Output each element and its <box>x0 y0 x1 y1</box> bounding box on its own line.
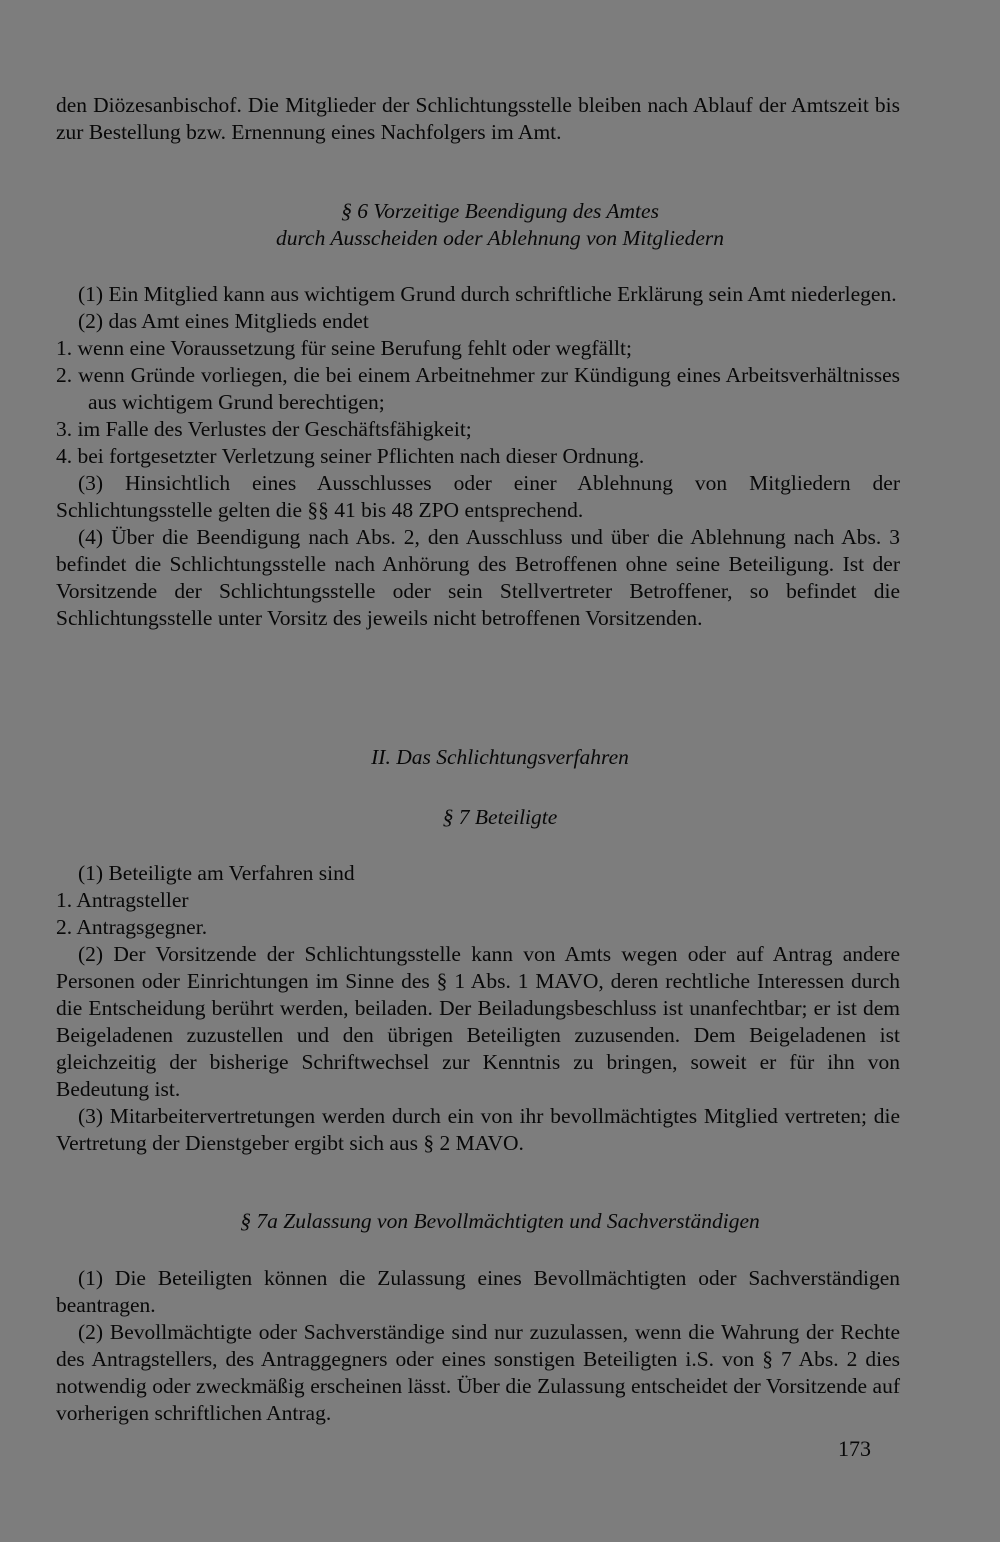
section-7a-heading: § 7a Zulassung von Bevollmächtigten und Sachverständigen <box>240 1209 760 1233</box>
section-6-list-item: 2. wenn Gründe vorliegen, die bei einem Arbeitnehmer zur Kündigung eines Arbeitsverhältnisses aus wichtigem Grund berechtigen; <box>56 363 900 414</box>
section-6-body <box>56 281 900 632</box>
section-6-paragraph-4: (4) Über die Beendigung nach Abs. 2, den Ausschluss und über die Ablehnung nach Abs. 3 befindet die Schlichtungsstelle nach Anhörung des Betroffenen ohne seine Beteiligung. Ist der Vorsitzende der Schlichtungsstelle oder sein Stellvertreter Betroffener, so befindet die Schlichtungsstelle unter Vorsitz des jeweils nicht betroffenen Vorsitzenden. <box>56 525 900 630</box>
section-7-list-item: 1. Antragsteller <box>56 888 189 912</box>
section-7-paragraph-3: (3) Mitarbeitervertretungen werden durch ein von ihr bevollmächtigtes Mitglied vertreten; die Vertretung der Dienstgeber ergibt sich aus § 2 MAVO. <box>56 1104 900 1155</box>
section-7-heading: § 7 Beteiligte <box>442 805 558 829</box>
section-6-heading-line2: durch Ausscheiden oder Ablehnung von Mitgliedern <box>275 226 725 250</box>
section-7-paragraph-1: (1) Beteiligte am Verfahren sind <box>78 861 355 885</box>
section-7a-body <box>56 1265 900 1427</box>
section-6-list-item: 1. wenn eine Voraussetzung für seine Berufung fehlt oder wegfällt; <box>56 336 632 360</box>
section-7-list-item: 2. Antragsgegner. <box>56 915 208 939</box>
intro-paragraph: den Diözesanbischof. Die Mitglieder der Schlichtungsstelle bleiben nach Ablauf der Amtszeit bis zur Bestellung bzw. Ernennung eines Nachfolgers im Amt. <box>56 93 900 144</box>
section-7-paragraph-2: (2) Der Vorsitzende der Schlichtungsstelle kann von Amts wegen oder auf Antrag andere Personen oder Einrichtungen im Sinne des § 1 Abs. 1 MAVO, deren rechtliche Interessen durch die Entscheidung berührt werden, beiladen. Der Beiladungsbeschluss ist unanfechtbar; er ist dem Beigeladenen zuzustellen und den übrigen Beteiligten zuzusenden. Dem Beigeladenen ist gleichzeitig der bisherige Schriftwechsel zur Kenntnis zu bringen, soweit er für ihn von Bedeutung ist. <box>56 942 900 1101</box>
part-2-heading: II. Das Schlichtungsverfahren <box>371 745 629 769</box>
section-6-list-item: 4. bei fortgesetzter Verletzung seiner Pflichten nach dieser Ordnung. <box>56 444 645 468</box>
section-7a-paragraph-1: (1) Die Beteiligten können die Zulassung eines Bevollmächtigten oder Sachverständigen beantragen. <box>56 1266 900 1317</box>
section-6-paragraph-1: (1) Ein Mitglied kann aus wichtigem Grund durch schriftliche Erklärung sein Amt niederlegen. <box>78 282 897 306</box>
section-6-paragraph-2: (2) das Amt eines Mitglieds endet <box>78 309 369 333</box>
intro-text <box>56 92 900 146</box>
section-7a-paragraph-2: (2) Bevollmächtigte oder Sachverständige sind nur zuzulassen, wenn die Wahrung der Rechte des Antragstellers, des Antraggegners oder eines sonstigen Beteiligten i.S. von § 7 Abs. 2 dies notwendig oder zweckmäßig erscheinen lässt. Über die Zulassung entscheidet der Vorsitzende auf vorherigen schriftlichen Antrag. <box>56 1320 900 1425</box>
section-7-body <box>56 860 900 1157</box>
section-6-list-item: 3. im Falle des Verlustes der Geschäftsfähigkeit; <box>56 417 472 441</box>
section-6-paragraph-3: (3) Hinsichtlich eines Ausschlusses oder einer Ablehnung von Mitgliedern der Schlichtungsstelle gelten die §§ 41 bis 48 ZPO entsprechend. <box>56 471 900 522</box>
page-number: 173 <box>838 1436 871 1461</box>
section-6-heading-line1: § 6 Vorzeitige Beendigung des Amtes <box>341 199 659 223</box>
